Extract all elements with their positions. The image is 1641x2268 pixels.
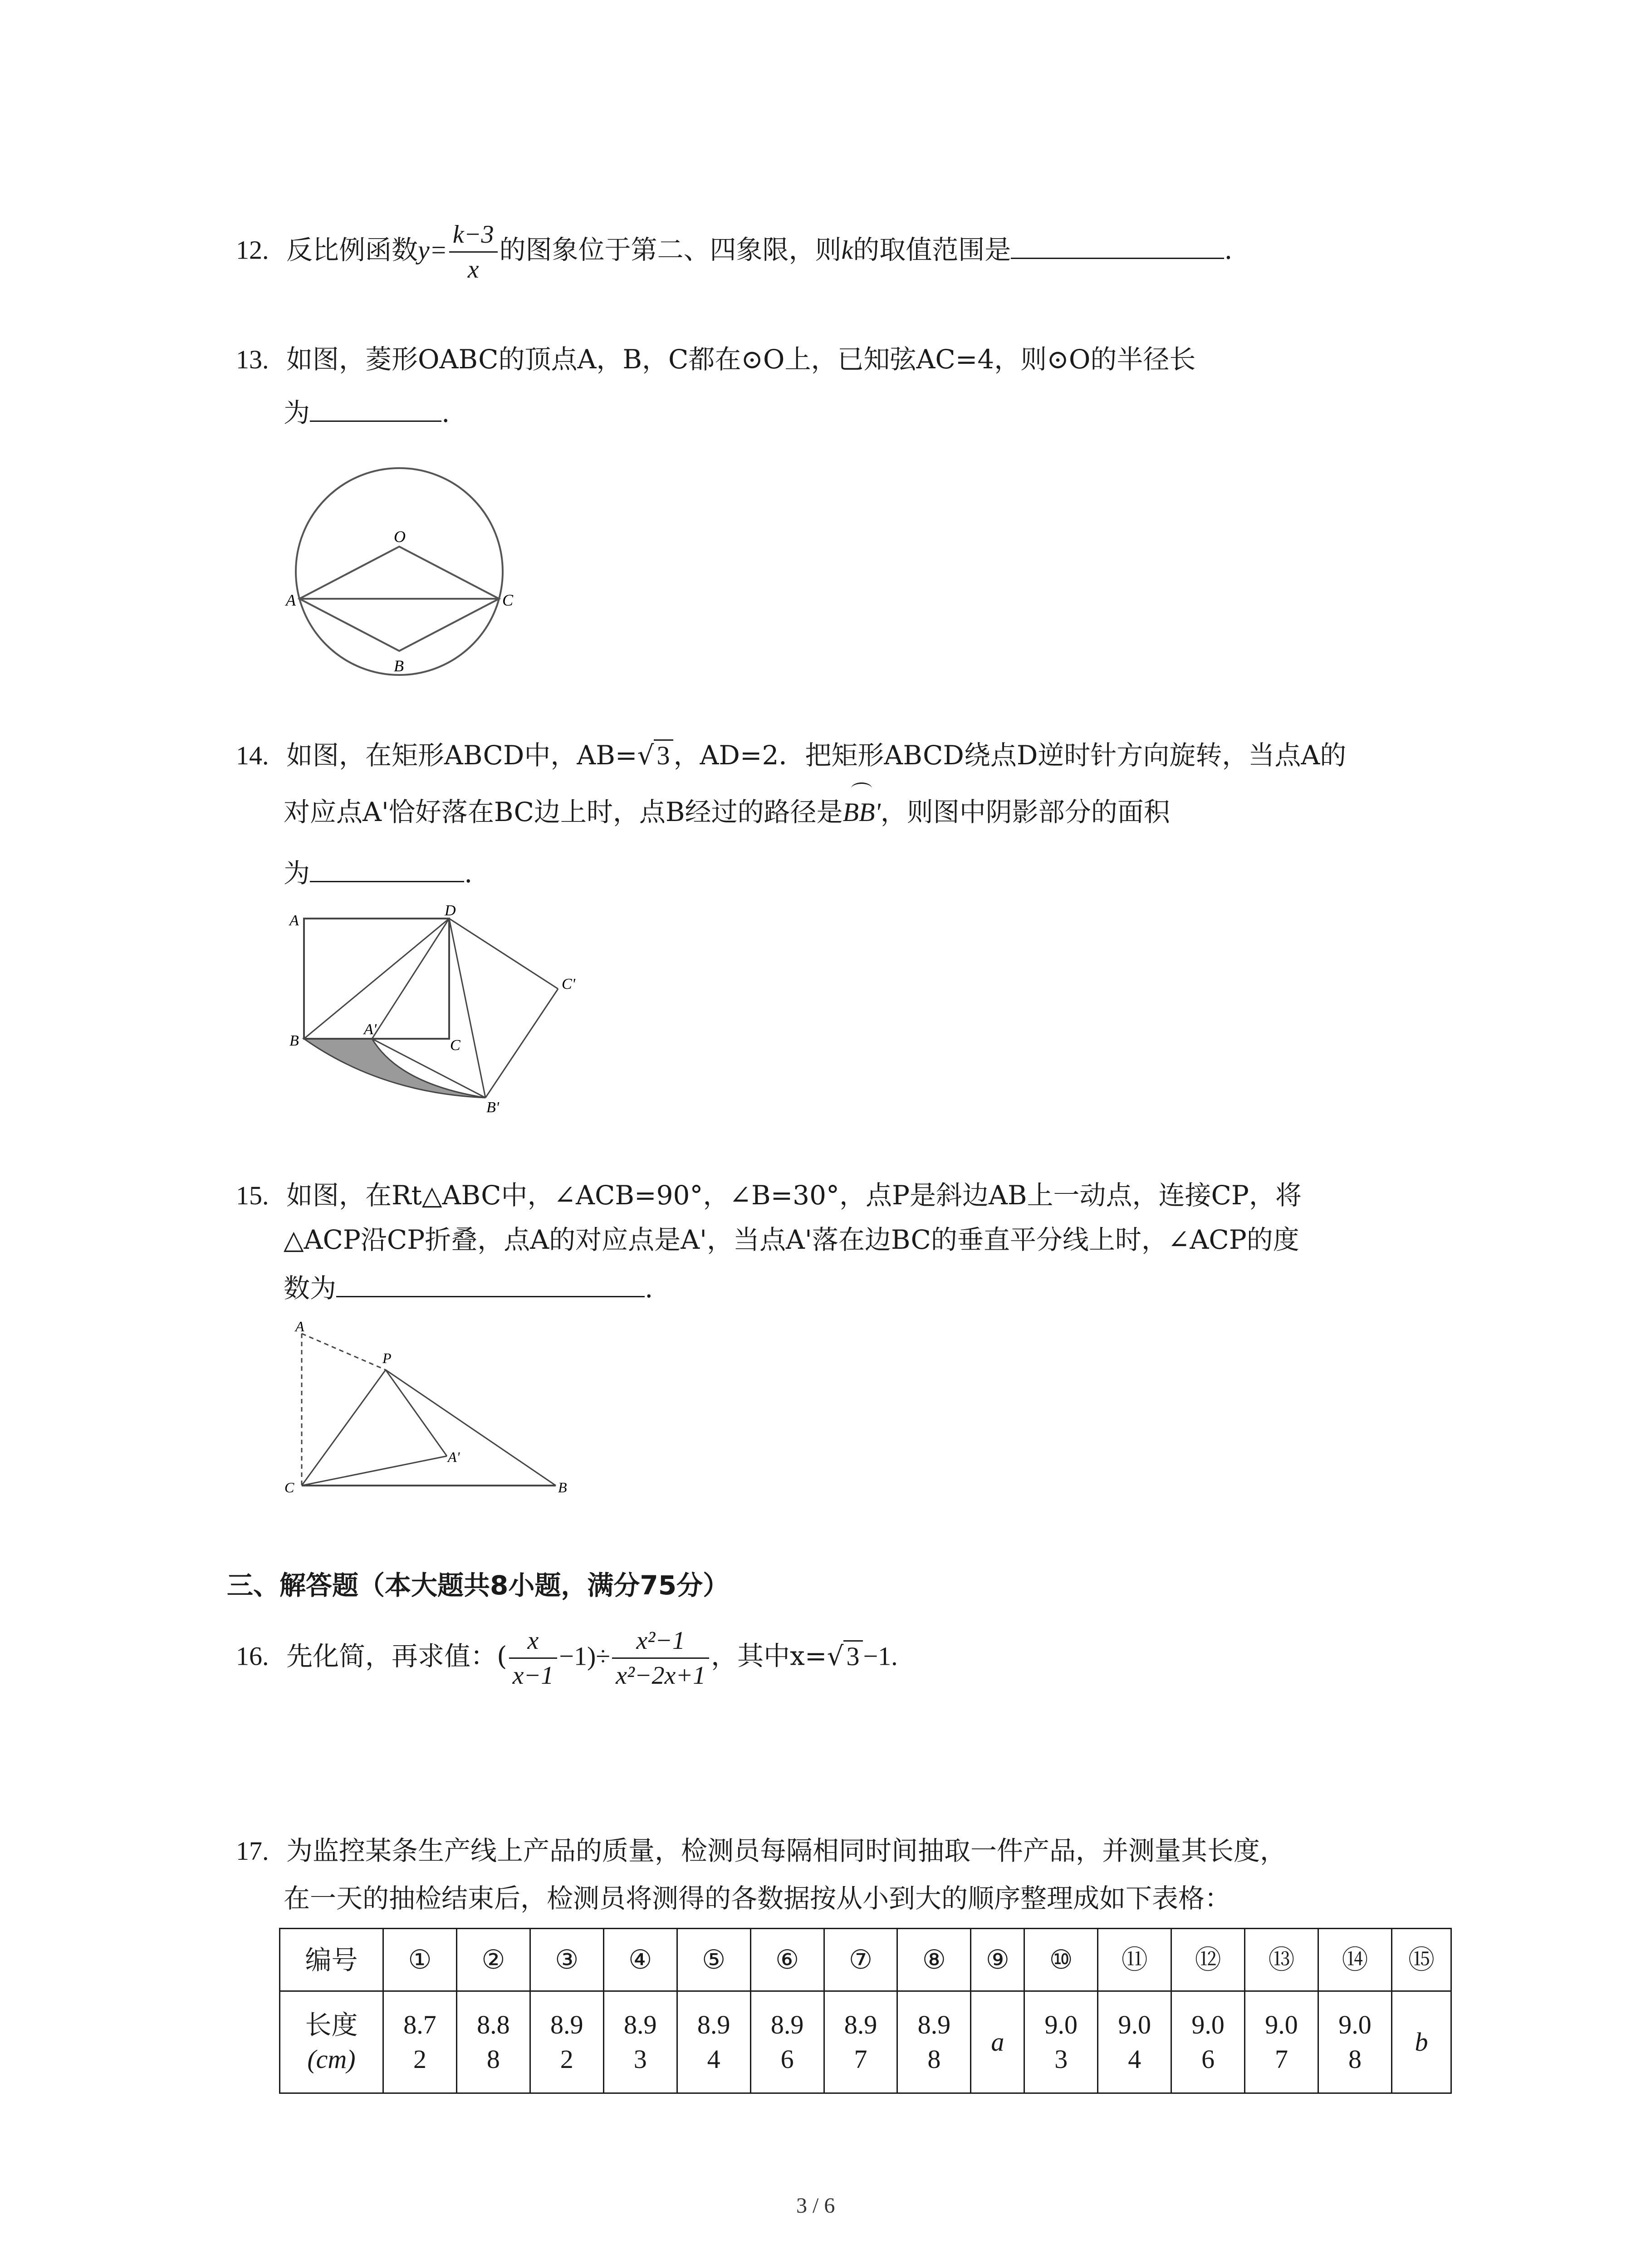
- segment-cp: [302, 1370, 386, 1486]
- value-part: 9.0: [1118, 2010, 1151, 2039]
- label-b-prime: B': [486, 1099, 500, 1116]
- segment-da: [372, 919, 449, 1039]
- value-part: 4: [707, 2044, 720, 2074]
- value-cell: [971, 1991, 1024, 2093]
- period: .: [464, 858, 473, 889]
- segment-pa-prime: [386, 1370, 447, 1456]
- page-number: 3 / 6: [796, 2194, 835, 2218]
- segment-c2b2: [485, 989, 558, 1098]
- question-text: ，AD=2．把矩形ABCD绕点D逆时针方向旋转，当点A的: [673, 740, 1347, 771]
- question-14-line-1: [236, 737, 1346, 774]
- value-cell: [1024, 1991, 1098, 2093]
- value-cell: [383, 1991, 457, 2093]
- value-part: 8: [486, 2044, 500, 2074]
- label-b: B: [558, 1479, 567, 1496]
- segment-dc2: [449, 919, 558, 989]
- question-14-line-2: [284, 794, 1170, 831]
- question-text: △ACP沿CP折叠，点A的对应点是A'，当点A'落在边BC的垂直平分线上时，∠ACP的度: [284, 1224, 1299, 1255]
- value-part: 6: [780, 2044, 794, 2074]
- label-c-prime: C': [562, 976, 575, 992]
- segment-db2: [449, 919, 485, 1098]
- question-text: 如图，菱形OABC的顶点A，B，C都在⊙O上，已知弦AC=4，则⊙O的半径长: [286, 344, 1196, 375]
- sqrt-3: √ 3: [827, 1633, 863, 1679]
- question-number: 16.: [236, 1641, 269, 1671]
- label-c: C: [450, 1037, 460, 1054]
- id-cell: ⑨: [971, 1929, 1024, 1991]
- answer-blank[interactable]: [310, 853, 464, 882]
- id-cell: ⑮: [1391, 1929, 1451, 1991]
- question-16: [236, 1624, 898, 1692]
- fraction-2: [612, 1624, 709, 1692]
- value-cell: [824, 1991, 897, 2093]
- fraction-1: [509, 1624, 558, 1692]
- value-part: 3: [633, 2044, 647, 2074]
- question-15-line-2: [284, 1222, 1299, 1258]
- period: .: [441, 397, 450, 428]
- value-part: b: [1415, 2027, 1428, 2057]
- id-cell: ③: [530, 1929, 603, 1991]
- row-label-length: 长度: [305, 2009, 358, 2040]
- question-text: 在一天的抽检结束后，检测员将测得的各数据按从小到大的顺序整理成如下表格：: [284, 1883, 1231, 1914]
- figure-circle-rhombus: [277, 463, 522, 689]
- question-number: 14.: [236, 741, 269, 770]
- question-text: ，则图中阴影部分的面积: [880, 797, 1170, 827]
- question-text: 为: [284, 397, 310, 428]
- answer-blank[interactable]: [310, 392, 441, 422]
- value-part: 8.7: [403, 2010, 436, 2039]
- value-part: 6: [1201, 2044, 1215, 2074]
- value-part: 8.9: [770, 2010, 804, 2039]
- value-cell: [897, 1991, 971, 2093]
- question-15-line-3: [284, 1268, 653, 1306]
- label-b: B: [394, 657, 404, 675]
- id-cell: ⑭: [1318, 1929, 1392, 1991]
- question-number: 15.: [236, 1181, 269, 1210]
- id-cell: ⑦: [824, 1929, 897, 1991]
- segment-ca-prime: [302, 1456, 447, 1486]
- id-cell: ⑩: [1024, 1929, 1098, 1991]
- value-part: 2: [560, 2044, 573, 2074]
- value-cell: [530, 1991, 603, 2093]
- id-cell: ⑫: [1171, 1929, 1245, 1991]
- id-cell: ⑬: [1245, 1929, 1318, 1991]
- question-text: 先化简，再求值：(: [286, 1640, 507, 1672]
- label-a: A: [295, 1318, 304, 1334]
- question-text: 反比例函数: [286, 234, 418, 265]
- value-cell: [1245, 1991, 1318, 2093]
- id-cell: ⑥: [750, 1929, 824, 1991]
- question-text: 数为: [284, 1273, 337, 1304]
- label-a-prime: A': [364, 1021, 377, 1038]
- question-number: 12.: [236, 235, 269, 265]
- question-number: 13.: [236, 345, 269, 374]
- label-a-prime: A': [448, 1449, 460, 1465]
- question-text: 的取值范围是: [853, 234, 1011, 265]
- segment-pb: [386, 1370, 556, 1486]
- arc-bb: BB': [843, 794, 881, 831]
- question-text: 如图，在矩形ABCD中，AB=: [286, 740, 637, 771]
- value-cell: [1318, 1991, 1392, 2093]
- question-12: [236, 218, 1233, 286]
- row-label-cell: [280, 1991, 383, 2093]
- value-part: 7: [854, 2044, 867, 2074]
- question-text: 的图象位于第二、四象限，则: [499, 234, 842, 265]
- value-cell: [677, 1991, 750, 2093]
- fraction: [449, 218, 498, 286]
- value-part: 9.0: [1338, 2010, 1372, 2039]
- label-p: P: [382, 1350, 392, 1366]
- question-text: −1.: [863, 1641, 898, 1671]
- row-label-unit: (cm): [307, 2044, 356, 2074]
- value-part: 8.9: [917, 2010, 951, 2039]
- value-part: 8: [927, 2044, 941, 2074]
- value-cell: [1171, 1991, 1245, 2093]
- question-number: 17.: [236, 1836, 269, 1866]
- label-d: D: [445, 903, 456, 919]
- measurement-table: [279, 1928, 1452, 2094]
- id-cell: ⑪: [1098, 1929, 1171, 1991]
- value-part: 3: [1054, 2044, 1068, 2074]
- sqrt-radicand: 3: [843, 1640, 863, 1671]
- value-part: a: [991, 2027, 1004, 2057]
- answer-blank[interactable]: [336, 1268, 645, 1297]
- question-15-line-1: [236, 1177, 1302, 1214]
- value-cell: [603, 1991, 677, 2093]
- value-part: 7: [1275, 2044, 1288, 2074]
- circle-o: [296, 468, 503, 675]
- value-part: 9.0: [1044, 2010, 1078, 2039]
- value-cell: [1098, 1991, 1171, 2093]
- value-part: 8.9: [550, 2010, 583, 2039]
- question-14-line-3: [284, 853, 472, 891]
- figure-right-triangle-fold: [279, 1318, 588, 1508]
- math-k: k: [841, 235, 853, 265]
- segment-ap-dashed: [302, 1334, 386, 1370]
- question-text: 如图，在Rt△ABC中，∠ACB=90°，∠B=30°，点P是斜边AB上一动点，连接CP，将: [286, 1180, 1302, 1211]
- question-17-line-2: [284, 1880, 1231, 1916]
- section-heading: 三、解答题（本大题共8小题，满分75分）: [227, 1570, 730, 1601]
- sqrt-radicand: 3: [654, 739, 673, 770]
- question-17-line-1: [236, 1833, 1286, 1869]
- label-b: B: [289, 1032, 299, 1049]
- fraction-denominator: x²−2x+1: [612, 1657, 709, 1692]
- label-c: C: [284, 1479, 294, 1496]
- period: .: [1224, 234, 1233, 265]
- value-part: 8.9: [697, 2010, 730, 2039]
- sqrt-3: √ 3: [637, 737, 674, 774]
- value-cell: [456, 1991, 530, 2093]
- question-13-line-1: [236, 341, 1195, 378]
- value-part: 8.8: [477, 2010, 510, 2039]
- value-part: 2: [413, 2044, 426, 2074]
- value-cell: [750, 1991, 824, 2093]
- value-part: 8.9: [623, 2010, 657, 2039]
- period: .: [645, 1273, 653, 1304]
- question-text: 对应点A'恰好落在BC边上时，点B经过的路径是: [284, 797, 843, 827]
- value-part: 8.9: [844, 2010, 877, 2039]
- id-cell: ②: [456, 1929, 530, 1991]
- question-text: 为: [284, 858, 310, 889]
- id-cell: ⑧: [897, 1929, 971, 1991]
- fraction-denominator: x−1: [509, 1657, 558, 1692]
- value-part: 9.0: [1191, 2010, 1225, 2039]
- id-cell: ④: [603, 1929, 677, 1991]
- value-part: 8: [1348, 2044, 1362, 2074]
- fraction-denominator: x: [449, 251, 498, 286]
- figure-rotated-rectangle: [281, 903, 608, 1120]
- id-cell: ⑤: [677, 1929, 750, 1991]
- label-o: O: [394, 528, 406, 546]
- fraction-numerator: x²−1: [636, 1627, 685, 1655]
- header-label-cell: 编号: [280, 1929, 383, 1991]
- value-part: 4: [1128, 2044, 1141, 2074]
- label-a: A: [286, 591, 296, 609]
- label-a: A: [289, 912, 299, 929]
- math-y: y=: [417, 235, 447, 265]
- fraction-numerator: x: [527, 1627, 539, 1655]
- table-data-row: [280, 1991, 1451, 2093]
- question-text: 为监控某条生产线上产品的质量，检测员每隔相同时间抽取一件产品，并测量其长度，: [286, 1835, 1286, 1866]
- label-c: C: [502, 591, 514, 609]
- question-text: −1)÷: [559, 1641, 611, 1671]
- value-part: 9.0: [1265, 2010, 1298, 2039]
- value-cell: [1391, 1991, 1451, 2093]
- table-header-row: [280, 1929, 1451, 1991]
- question-text: ，其中x=: [711, 1640, 827, 1672]
- question-13-line-2: [284, 392, 450, 431]
- id-cell: ①: [383, 1929, 457, 1991]
- answer-blank[interactable]: [1011, 230, 1224, 259]
- fraction-numerator: k−3: [452, 220, 494, 249]
